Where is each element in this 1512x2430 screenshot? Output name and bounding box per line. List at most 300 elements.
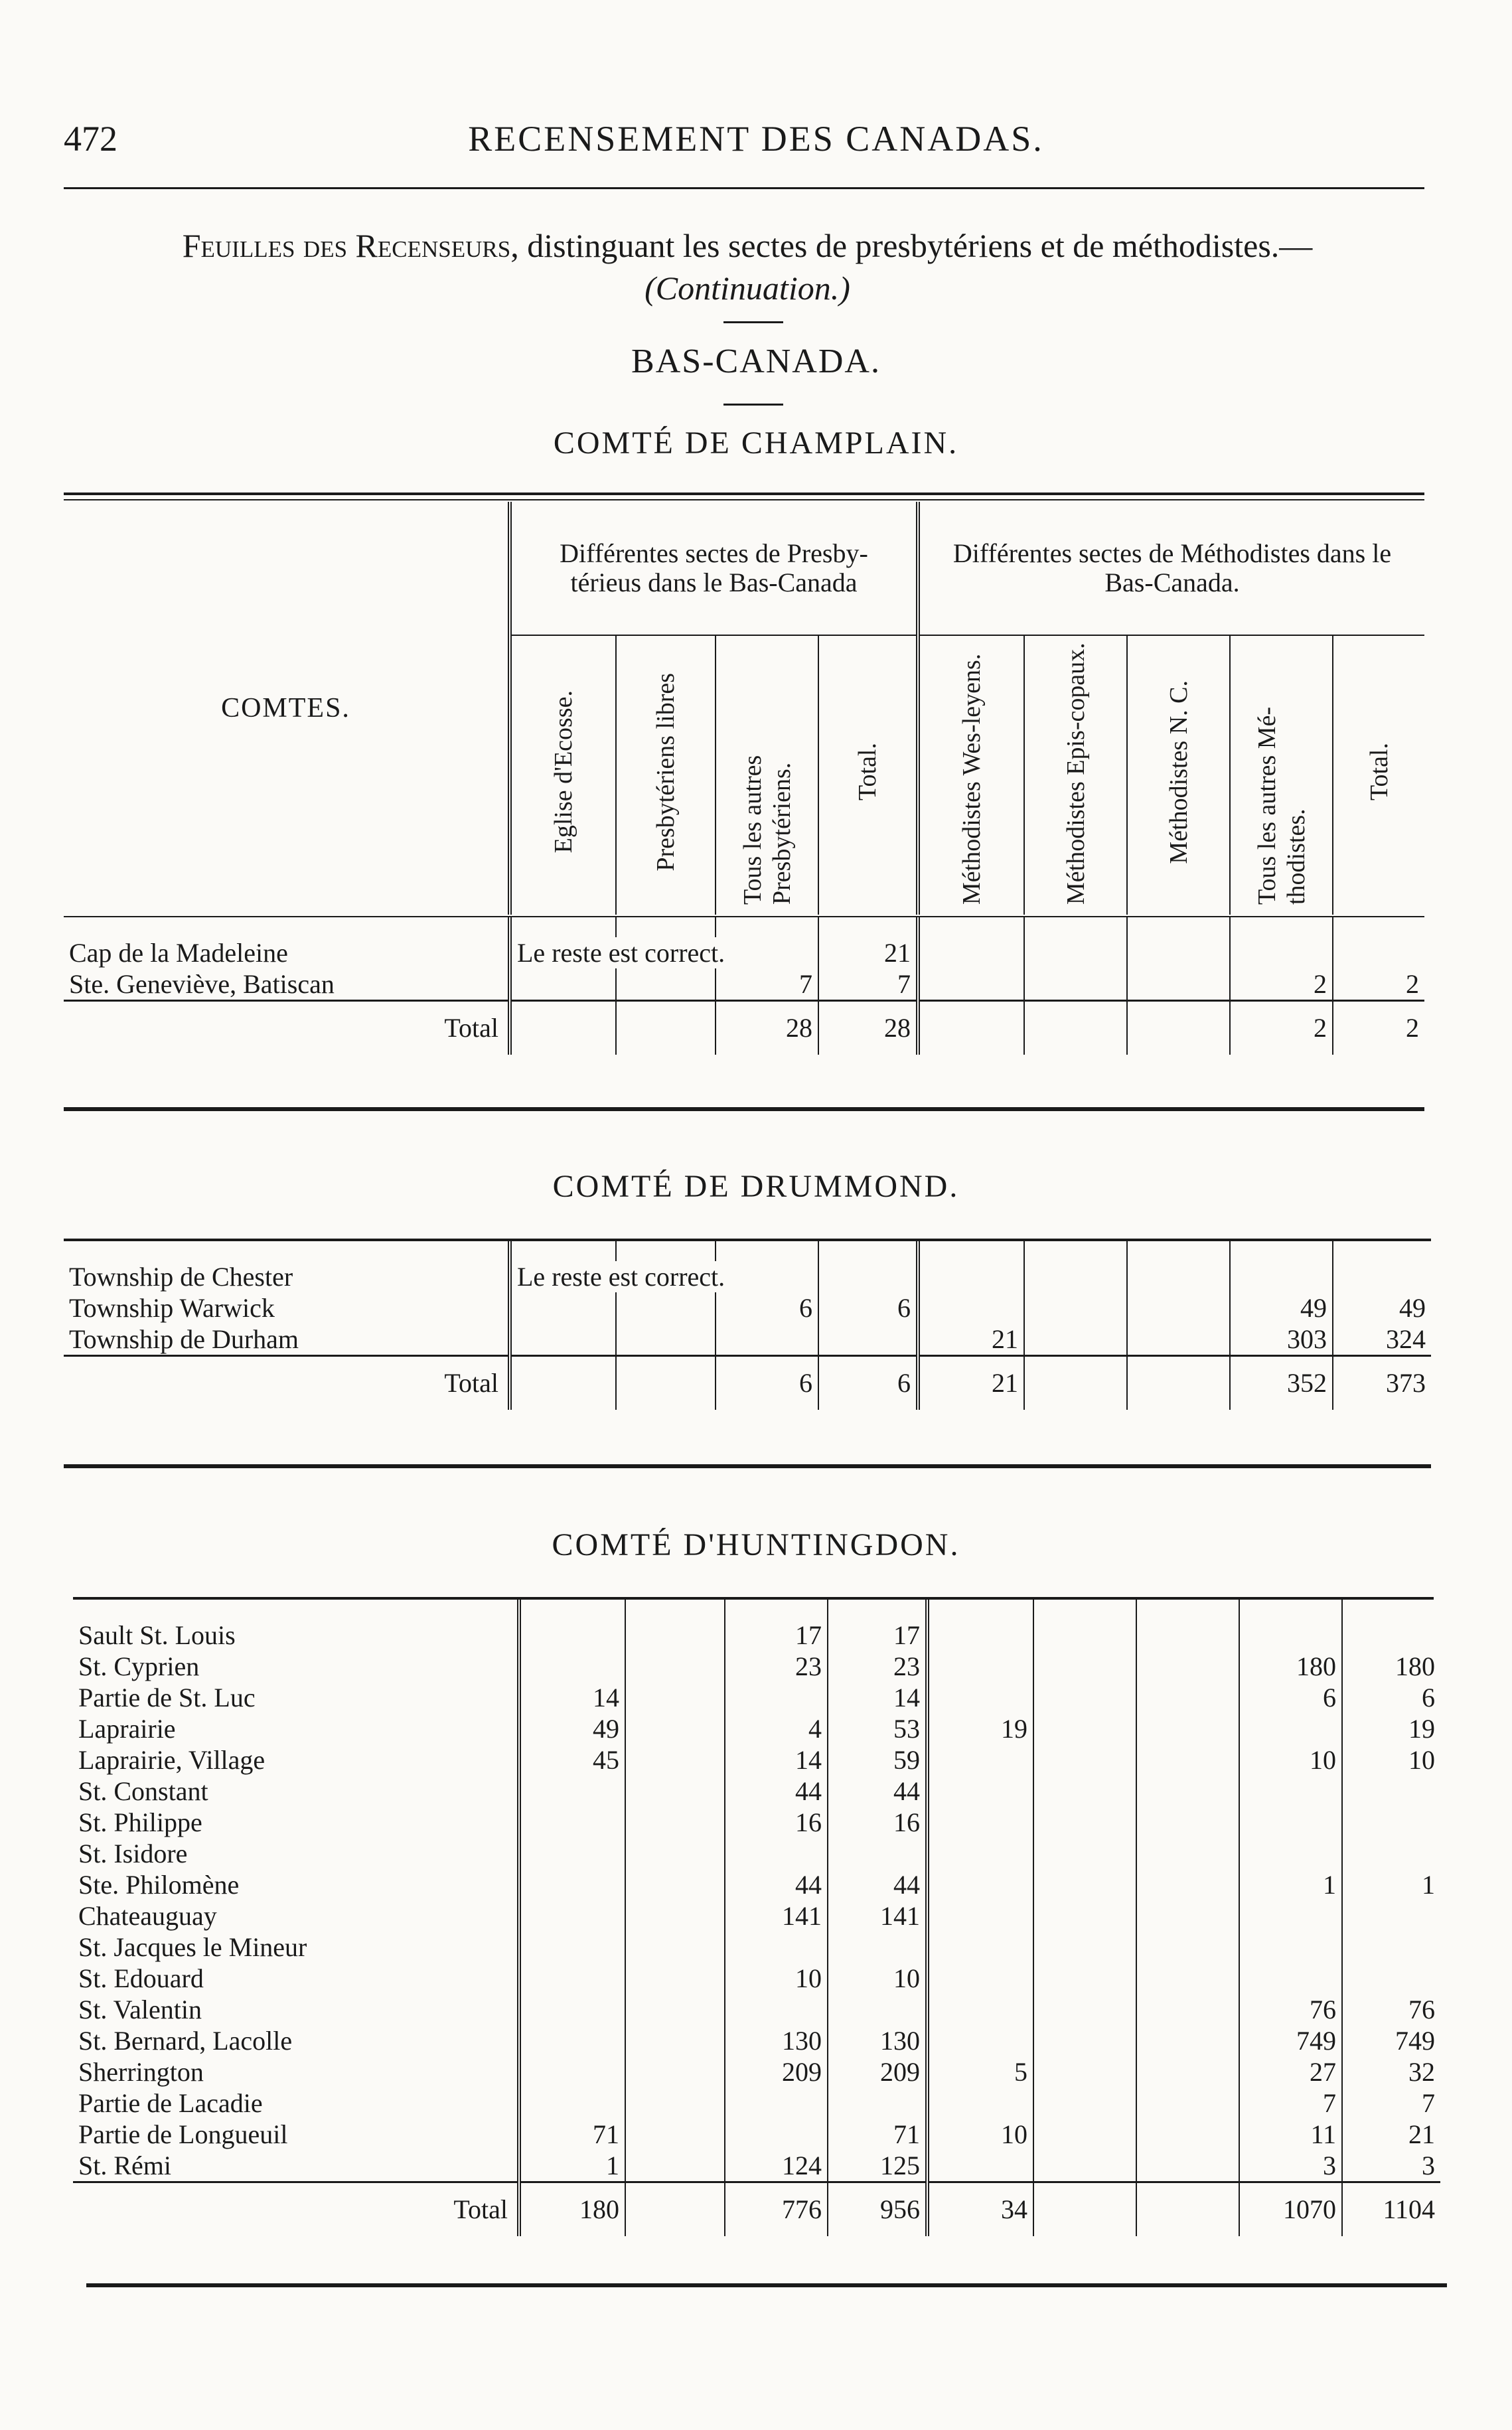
cell-total-presbyteriens: 7 — [818, 968, 918, 1001]
county-title-champlain: COMTÉ DE CHAMPLAIN. — [553, 425, 959, 461]
cell-total-presbyteriens — [828, 2088, 927, 2119]
cell-autres-methodistes — [1239, 1620, 1342, 1651]
col-autres-presbyteriens: Tous les autres Presbytériens. — [716, 635, 818, 915]
cell-total-methodistes — [1333, 1261, 1431, 1292]
caption-text: distinguant les sectes de presbytériens et de méthodistes.— — [518, 227, 1313, 264]
cell-autres-methodistes: 11 — [1239, 2119, 1342, 2150]
cell-presbyteriens-libres — [625, 1651, 725, 1682]
table-row — [73, 1932, 1440, 1963]
cell-methodistes-nc — [1136, 1682, 1239, 1713]
cell-methodistes-wesleyens: 21 — [918, 1324, 1024, 1356]
cell-methodistes-nc — [1127, 1261, 1230, 1292]
table-bottom-rule-drummond — [64, 1464, 1431, 1468]
table-champlain — [64, 917, 1424, 1055]
cell-autres-methodistes — [1239, 1776, 1342, 1807]
cell-methodistes-wesleyens — [927, 2088, 1033, 2119]
cell-total-presbyteriens — [818, 1261, 918, 1292]
spacer-cell — [1024, 917, 1127, 937]
cell-methodistes-episcopaux — [1033, 1869, 1136, 1900]
cell-total-presbyteriens: 44 — [828, 1776, 927, 1807]
cell-methodistes-episcopaux — [1033, 1776, 1136, 1807]
cell-autres-methodistes: 2 — [1230, 1001, 1333, 1055]
place-name: Partie de Lacadie — [78, 2088, 263, 2118]
spacer-cell — [1033, 1600, 1136, 1620]
cell-autres-methodistes: 49 — [1230, 1292, 1333, 1324]
spacer-cell — [716, 917, 818, 937]
cell-autres-methodistes: 27 — [1239, 2056, 1342, 2088]
cell-autres-presbyteriens: 6 — [716, 1356, 818, 1410]
cell-total-methodistes: 180 — [1342, 1651, 1440, 1682]
cell-methodistes-wesleyens — [927, 1963, 1033, 1994]
table-top-rule — [64, 493, 1424, 495]
cell-autres-methodistes: 7 — [1239, 2088, 1342, 2119]
cell-total-presbyteriens: 44 — [828, 1869, 927, 1900]
cell-methodistes-nc — [1127, 1292, 1230, 1324]
cell-total-presbyteriens: 141 — [828, 1900, 927, 1932]
cell-total-presbyteriens: 71 — [828, 2119, 927, 2150]
spacer-cell — [64, 917, 510, 937]
table-row — [73, 1744, 1440, 1776]
cell-methodistes-nc — [1136, 1713, 1239, 1744]
cell-autres-presbyteriens: 44 — [725, 1776, 828, 1807]
table-row — [73, 1776, 1440, 1807]
cell-presbyteriens-libres — [625, 1963, 725, 1994]
col-total-methodistes: Total. — [1333, 635, 1424, 915]
cell-total-methodistes: 10 — [1342, 1744, 1440, 1776]
cell-total-presbyteriens: 956 — [828, 2182, 927, 2237]
table-row — [73, 2150, 1440, 2182]
cell-autres-methodistes — [1230, 937, 1333, 968]
presbyterian-group-header: Différentes sectes de Presby-térieus dans le Bas-Canada — [510, 502, 918, 635]
region-divider — [723, 404, 783, 406]
cell-methodistes-wesleyens — [927, 1776, 1033, 1807]
cell-autres-methodistes: 180 — [1239, 1651, 1342, 1682]
cell-presbyteriens-libres — [625, 2025, 725, 2056]
cell-total-methodistes: 373 — [1333, 1356, 1431, 1410]
total-label: Total — [64, 1001, 510, 1055]
total-row — [64, 1356, 1431, 1410]
county-title-drummond: COMTÉ DE DRUMMOND. — [552, 1169, 960, 1204]
cell-total-presbyteriens: 17 — [828, 1620, 927, 1651]
col-methodistes-episcopaux: Méthodistes Epis-copaux. — [1024, 635, 1127, 915]
spacer-cell — [1127, 917, 1230, 937]
table-row — [64, 1324, 1431, 1356]
cell-eglise-ecosse: 1 — [519, 2150, 625, 2182]
cell-autres-presbyteriens — [725, 1932, 828, 1963]
cell-total-presbyteriens: 6 — [818, 1292, 918, 1324]
cell-methodistes-episcopaux — [1033, 1620, 1136, 1651]
cell-methodistes-wesleyens — [918, 1292, 1024, 1324]
place-name: Cap de la Madeleine — [69, 938, 288, 968]
cell-methodistes-episcopaux — [1024, 1324, 1127, 1356]
cell-autres-methodistes: 1 — [1239, 1869, 1342, 1900]
table-row — [64, 1292, 1431, 1324]
table-bottom-rule-champlain — [64, 1107, 1424, 1111]
place-name: St. Isidore — [78, 1839, 188, 1868]
cell-methodistes-nc — [1136, 2150, 1239, 2182]
cell-autres-presbyteriens — [725, 2119, 828, 2150]
cell-eglise-ecosse — [519, 1838, 625, 1869]
table-huntingdon — [73, 1600, 1440, 2236]
cell-methodistes-wesleyens — [927, 2025, 1033, 2056]
cell-eglise-ecosse — [519, 1963, 625, 1994]
cell-eglise-ecosse — [510, 1356, 616, 1410]
cell-total-methodistes: 32 — [1342, 2056, 1440, 2088]
table-bottom-rule-huntingdon — [86, 2283, 1447, 2287]
spacer-cell — [64, 1241, 510, 1261]
table-top-rule-thin — [64, 499, 1424, 500]
cell-methodistes-episcopaux — [1024, 1001, 1127, 1055]
spacer-cell — [818, 917, 918, 937]
table-row — [73, 1620, 1440, 1651]
cell-total-methodistes: 6 — [1342, 1682, 1440, 1713]
cell-methodistes-episcopaux — [1024, 937, 1127, 968]
cell-autres-presbyteriens: 4 — [725, 1713, 828, 1744]
table-row — [73, 2088, 1440, 2119]
spacer-cell — [1024, 1241, 1127, 1261]
spacer-cell — [1136, 1600, 1239, 1620]
cell-presbyteriens-libres — [625, 1682, 725, 1713]
cell-autres-methodistes — [1239, 1963, 1342, 1994]
table-row — [73, 2025, 1440, 2056]
cell-autres-methodistes: 303 — [1230, 1324, 1333, 1356]
cell-eglise-ecosse — [510, 968, 616, 1001]
spacer-cell — [725, 1600, 828, 1620]
cell-total-methodistes: 324 — [1333, 1324, 1431, 1356]
cell-methodistes-wesleyens — [927, 1869, 1033, 1900]
cell-total-presbyteriens: 28 — [818, 1001, 918, 1055]
spacer-cell — [1230, 1241, 1333, 1261]
col-presbyteriens-libres: Presbytériens libres — [616, 635, 716, 915]
place-name: Partie de St. Luc — [78, 1683, 256, 1712]
cell-methodistes-episcopaux — [1033, 2088, 1136, 2119]
cell-eglise-ecosse — [519, 1776, 625, 1807]
cell-presbyteriens-libres — [625, 1776, 725, 1807]
spacer-cell — [927, 1600, 1033, 1620]
cell-methodistes-nc — [1136, 2088, 1239, 2119]
cell-presbyteriens-libres — [625, 2119, 725, 2150]
cell-total-presbyteriens: 59 — [828, 1744, 927, 1776]
place-name: St. Philippe — [78, 1807, 202, 1837]
cell-autres-methodistes: 352 — [1230, 1356, 1333, 1410]
spacer-cell — [918, 917, 1024, 937]
place-name: St. Constant — [78, 1776, 208, 1806]
cell-methodistes-wesleyens: 5 — [927, 2056, 1033, 2088]
cell-total-methodistes — [1342, 1963, 1440, 1994]
cell-autres-presbyteriens — [725, 2088, 828, 2119]
cell-autres-methodistes — [1239, 1900, 1342, 1932]
cell-eglise-ecosse — [519, 1807, 625, 1838]
cell-total-methodistes — [1342, 1932, 1440, 1963]
page-number: 472 — [64, 119, 117, 159]
cell-autres-presbyteriens: 6 — [716, 1292, 818, 1324]
cell-total-methodistes — [1342, 1838, 1440, 1869]
cell-eglise-ecosse — [519, 2088, 625, 2119]
place-name: St. Cyprien — [78, 1651, 200, 1681]
cell-methodistes-episcopaux — [1033, 1713, 1136, 1744]
cell-autres-presbyteriens: 209 — [725, 2056, 828, 2088]
cell-total-presbyteriens: 53 — [828, 1713, 927, 1744]
cell-presbyteriens-libres — [625, 1900, 725, 1932]
cell-autres-presbyteriens — [725, 1994, 828, 2025]
cell-autres-methodistes: 2 — [1230, 968, 1333, 1001]
total-label: Total — [73, 2182, 519, 2237]
remark-note: Le reste est correct. — [510, 1261, 818, 1292]
cell-methodistes-nc — [1136, 1963, 1239, 1994]
place-name: Township de Durham — [69, 1324, 299, 1354]
cell-methodistes-wesleyens — [927, 1620, 1033, 1651]
place-name: St. Jacques le Mineur — [78, 1932, 307, 1962]
spacer-cell — [510, 1241, 616, 1261]
cell-methodistes-episcopaux — [1033, 1682, 1136, 1713]
cell-presbyteriens-libres — [625, 2182, 725, 2237]
spacer-cell — [625, 1600, 725, 1620]
cell-autres-methodistes: 76 — [1239, 1994, 1342, 2025]
cell-presbyteriens-libres — [616, 1001, 716, 1055]
cell-methodistes-nc — [1136, 1620, 1239, 1651]
cell-autres-methodistes — [1239, 1932, 1342, 1963]
table-row — [64, 968, 1424, 1001]
cell-methodistes-nc — [1127, 937, 1230, 968]
cell-autres-presbyteriens: 7 — [716, 968, 818, 1001]
place-name: St. Edouard — [78, 1963, 204, 1993]
spacer-row — [64, 917, 1424, 937]
spacer-cell — [519, 1600, 625, 1620]
cell-methodistes-nc — [1136, 1776, 1239, 1807]
table-row — [64, 1261, 1431, 1292]
cell-methodistes-episcopaux — [1033, 2119, 1136, 2150]
cell-total-presbyteriens: 16 — [828, 1807, 927, 1838]
running-title: RECENSEMENT DES CANADAS. — [468, 119, 1044, 159]
place-name: St. Rémi — [78, 2151, 172, 2180]
spacer-row — [73, 1600, 1440, 1620]
cell-methodistes-episcopaux — [1033, 1900, 1136, 1932]
cell-presbyteriens-libres — [625, 1869, 725, 1900]
cell-methodistes-episcopaux — [1024, 1292, 1127, 1324]
table-row — [73, 2056, 1440, 2088]
table-row — [73, 1713, 1440, 1744]
spacer-cell — [616, 1241, 716, 1261]
cell-autres-presbyteriens: 10 — [725, 1963, 828, 1994]
cell-autres-presbyteriens — [725, 1838, 828, 1869]
spacer-cell — [616, 917, 716, 937]
cell-presbyteriens-libres — [625, 1744, 725, 1776]
cell-autres-methodistes — [1239, 1713, 1342, 1744]
cell-total-presbyteriens: 23 — [828, 1651, 927, 1682]
cell-autres-presbyteriens: 44 — [725, 1869, 828, 1900]
cell-methodistes-episcopaux — [1033, 1932, 1136, 1963]
cell-total-presbyteriens — [828, 1994, 927, 2025]
spacer-row — [64, 1241, 1431, 1261]
cell-methodistes-wesleyens — [918, 968, 1024, 1001]
cell-methodistes-episcopaux — [1033, 1963, 1136, 1994]
cell-methodistes-episcopaux — [1033, 2182, 1136, 2237]
place-name: Sault St. Louis — [78, 1620, 236, 1650]
cell-total-presbyteriens — [828, 1932, 927, 1963]
place-name: Chateauguay — [78, 1901, 217, 1931]
cell-methodistes-wesleyens — [927, 1651, 1033, 1682]
cell-methodistes-episcopaux — [1033, 2150, 1136, 2182]
cell-methodistes-episcopaux — [1033, 1994, 1136, 2025]
cell-methodistes-nc — [1136, 1994, 1239, 2025]
table-caption — [64, 224, 1431, 309]
total-label: Total — [64, 1356, 510, 1410]
cell-methodistes-nc — [1127, 1356, 1230, 1410]
cell-total-methodistes — [1342, 1807, 1440, 1838]
total-row — [73, 2182, 1440, 2237]
table-row — [73, 1994, 1440, 2025]
cell-methodistes-nc — [1136, 1807, 1239, 1838]
cell-methodistes-episcopaux — [1033, 1807, 1136, 1838]
cell-presbyteriens-libres — [616, 1324, 716, 1356]
place-name: Laprairie — [78, 1714, 176, 1744]
col-methodistes-nc: Méthodistes N. C. — [1127, 635, 1230, 915]
col-methodistes-wesleyens: Méthodistes Wes-leyens. — [918, 635, 1024, 915]
cell-eglise-ecosse — [519, 1620, 625, 1651]
cell-methodistes-episcopaux — [1033, 1651, 1136, 1682]
table-drummond — [64, 1241, 1431, 1410]
spacer-cell — [1230, 917, 1333, 937]
place-name: St. Bernard, Lacolle — [78, 2026, 293, 2056]
cell-methodistes-wesleyens — [918, 1261, 1024, 1292]
cell-methodistes-wesleyens — [918, 937, 1024, 968]
cell-methodistes-nc — [1136, 1838, 1239, 1869]
cell-total-methodistes — [1342, 1900, 1440, 1932]
spacer-cell — [1127, 1241, 1230, 1261]
cell-autres-presbyteriens: 28 — [716, 1001, 818, 1055]
cell-methodistes-nc — [1136, 1932, 1239, 1963]
cell-eglise-ecosse — [519, 1900, 625, 1932]
cell-total-methodistes — [1333, 937, 1424, 968]
cell-eglise-ecosse: 180 — [519, 2182, 625, 2237]
cell-eglise-ecosse: 71 — [519, 2119, 625, 2150]
cell-autres-presbyteriens — [716, 1324, 818, 1356]
cell-methodistes-wesleyens: 34 — [927, 2182, 1033, 2237]
cell-presbyteriens-libres — [625, 2056, 725, 2088]
comtes-header: COMTES. — [221, 693, 350, 723]
spacer-cell — [716, 1241, 818, 1261]
table-row — [73, 1807, 1440, 1838]
cell-autres-presbyteriens: 17 — [725, 1620, 828, 1651]
cell-total-presbyteriens — [818, 1324, 918, 1356]
cell-eglise-ecosse — [519, 1651, 625, 1682]
cell-methodistes-wesleyens — [927, 2150, 1033, 2182]
place-name: St. Valentin — [78, 1995, 202, 2024]
cell-total-methodistes: 2 — [1333, 1001, 1424, 1055]
cell-total-presbyteriens: 21 — [818, 937, 918, 968]
caption-lead: Feuilles des Recenseurs, — [182, 227, 519, 264]
cell-eglise-ecosse: 14 — [519, 1682, 625, 1713]
cell-methodistes-nc — [1127, 1001, 1230, 1055]
cell-methodistes-wesleyens — [927, 1900, 1033, 1932]
cell-methodistes-episcopaux — [1024, 1261, 1127, 1292]
methodist-group-header: Différentes sectes de Méthodistes dans le Bas-Canada. — [918, 502, 1424, 635]
table-row — [73, 1900, 1440, 1932]
cell-presbyteriens-libres — [625, 1932, 725, 1963]
cell-methodistes-wesleyens: 21 — [918, 1356, 1024, 1410]
cell-eglise-ecosse — [510, 1001, 616, 1055]
cell-total-methodistes: 3 — [1342, 2150, 1440, 2182]
cell-eglise-ecosse — [519, 2025, 625, 2056]
spacer-cell — [1333, 917, 1424, 937]
place-name: Sherrington — [78, 2057, 204, 2087]
cell-autres-methodistes: 6 — [1239, 1682, 1342, 1713]
cell-methodistes-episcopaux — [1024, 1356, 1127, 1410]
col-eglise-ecosse: Eglise d'Ecosse. — [510, 635, 616, 915]
cell-methodistes-nc — [1136, 1651, 1239, 1682]
cell-methodistes-nc — [1136, 2025, 1239, 2056]
cell-autres-presbyteriens — [725, 1682, 828, 1713]
table-row — [73, 1838, 1440, 1869]
cell-autres-presbyteriens: 124 — [725, 2150, 828, 2182]
cell-eglise-ecosse — [510, 1324, 616, 1356]
cell-autres-presbyteriens: 16 — [725, 1807, 828, 1838]
spacer-cell — [1342, 1600, 1440, 1620]
table-row — [73, 1963, 1440, 1994]
spacer-cell — [918, 1241, 1024, 1261]
cell-methodistes-nc — [1127, 968, 1230, 1001]
cell-total-presbyteriens: 14 — [828, 1682, 927, 1713]
cell-presbyteriens-libres — [625, 1807, 725, 1838]
place-name: Ste. Geneviève, Batiscan — [69, 969, 335, 999]
col-autres-methodistes: Tous les autres Mé-thodistes. — [1230, 635, 1333, 915]
cell-methodistes-wesleyens — [927, 1932, 1033, 1963]
place-name: Partie de Longueuil — [78, 2119, 288, 2149]
caption-continuation: (Continuation.) — [644, 269, 850, 307]
cell-methodistes-episcopaux — [1024, 968, 1127, 1001]
place-name: Laprairie, Village — [78, 1745, 265, 1775]
spacer-cell — [510, 917, 616, 937]
cell-methodistes-wesleyens: 19 — [927, 1713, 1033, 1744]
remark-note: Le reste est correct. — [510, 937, 818, 968]
cell-total-presbyteriens: 6 — [818, 1356, 918, 1410]
cell-total-presbyteriens: 10 — [828, 1963, 927, 1994]
cell-total-methodistes: 2 — [1333, 968, 1424, 1001]
cell-eglise-ecosse: 49 — [519, 1713, 625, 1744]
col-total-presbyteriens: Total. — [818, 635, 918, 915]
cell-total-presbyteriens: 130 — [828, 2025, 927, 2056]
cell-total-methodistes: 1 — [1342, 1869, 1440, 1900]
cell-autres-methodistes — [1230, 1261, 1333, 1292]
total-row — [64, 1001, 1424, 1055]
cell-presbyteriens-libres — [616, 968, 716, 1001]
cell-total-presbyteriens: 125 — [828, 2150, 927, 2182]
cell-autres-presbyteriens: 141 — [725, 1900, 828, 1932]
cell-total-methodistes: 19 — [1342, 1713, 1440, 1744]
cell-methodistes-nc — [1136, 1744, 1239, 1776]
cell-methodistes-wesleyens — [927, 1994, 1033, 2025]
cell-autres-methodistes — [1239, 1807, 1342, 1838]
cell-methodistes-nc — [1136, 2056, 1239, 2088]
table-row — [64, 937, 1424, 968]
cell-methodistes-nc — [1136, 2119, 1239, 2150]
region-title: BAS-CANADA. — [631, 342, 881, 380]
cell-autres-presbyteriens: 14 — [725, 1744, 828, 1776]
spacer-cell — [1333, 1241, 1431, 1261]
cell-total-presbyteriens — [828, 1838, 927, 1869]
cell-total-methodistes: 49 — [1333, 1292, 1431, 1324]
cell-autres-presbyteriens: 776 — [725, 2182, 828, 2237]
place-name: Township de Chester — [69, 1262, 293, 1292]
cell-autres-presbyteriens: 130 — [725, 2025, 828, 2056]
cell-presbyteriens-libres — [625, 1620, 725, 1651]
place-name: Ste. Philomène — [78, 1870, 240, 1900]
county-title-huntingdon: COMTÉ D'HUNTINGDON. — [552, 1527, 960, 1562]
cell-autres-methodistes: 749 — [1239, 2025, 1342, 2056]
cell-autres-methodistes: 10 — [1239, 1744, 1342, 1776]
cell-eglise-ecosse — [519, 1869, 625, 1900]
cell-eglise-ecosse — [510, 1292, 616, 1324]
